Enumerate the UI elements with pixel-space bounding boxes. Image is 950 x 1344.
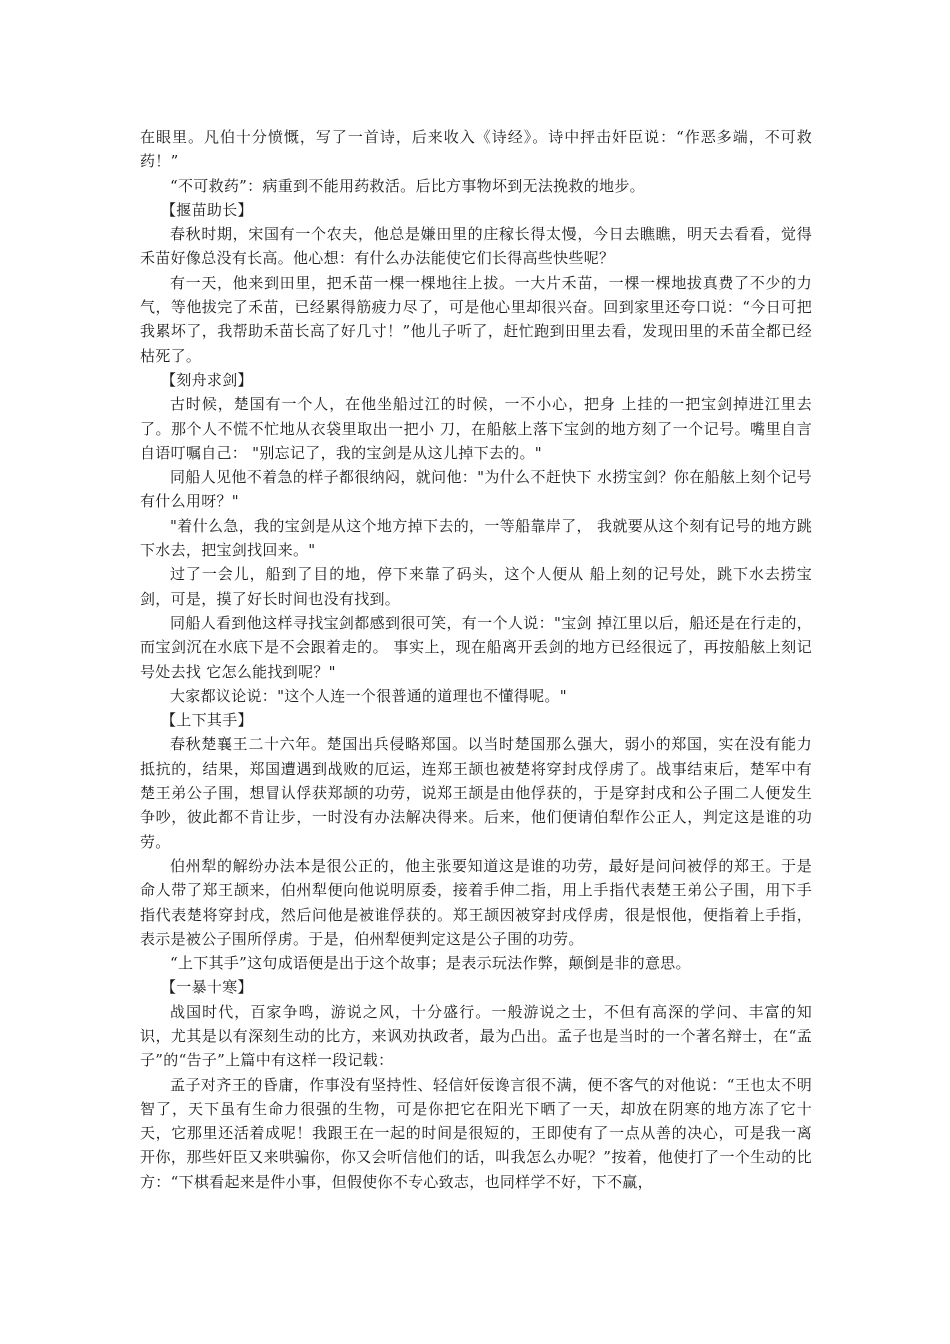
paragraph: 孟子对齐王的昏庸，作事没有坚持性、轻信奸佞谗言很不满，便不客气的对他说：“王也太不明智了，天下虽有生命力很强的生物，可是你把它在阳光下晒了一天，却放在阴寒的地方冻了它十天，它那里还活着成呢！我跟王在一起的时间是很短的，王即使有了一点从善的决心，可是我一离开你，那些奸臣又来哄骗你，你又会听信他们的话，叫我怎么办呢？”按着，他使打了一个生动的比方：“下棋看起来是件小事，但假使你不专心致志，也同样学不好，下不赢， <box>140 1075 812 1191</box>
paragraph: 伯州犁的解纷办法本是很公正的，他主张要知道这是谁的功劳，最好是问问被俘的郑王。于是命人带了郑王颉来，伯州犁便向他说明原委，接着手伸二指，用上手指代表楚王弟公子围，用下手指代表楚将穿封戌，然后问他是被谁俘获的。郑王颉因被穿封戌俘虏，很是恨他，便指着上手指，表示是被公子围所俘虏。于是，伯州犁便判定这是公子围的功劳。 <box>140 856 812 948</box>
paragraph: 在眼里。凡伯十分愤慨，写了一首诗，后来收入《诗经》。诗中抨击奸臣说：“作恶多端，不可救药！” <box>140 128 812 171</box>
section-heading: 【刻舟求剑】 <box>161 370 253 389</box>
document-page <box>140 125 812 1194</box>
paragraph: 战国时代，百家争鸣，游说之风，十分盛行。一般游说之士，不但有高深的学问、丰富的知识，尤其是以有深刻生动的比方，来讽劝执政者，最为凸出。孟子也是当时的一个著名辩士，在“孟子”的“告子”上篇中有这样一段记载： <box>140 1002 812 1070</box>
paragraph: “不可救药”：病重到不能用药救活。后比方事物坏到无法挽救的地步。 <box>170 176 645 195</box>
paragraph: 过了一会儿，船到了目的地，停下来靠了码头，这个人便从 船上刻的记号处，跳下水去捞宝剑，可是，摸了好长时间也没有找到。 <box>140 565 812 608</box>
paragraph: 古时候，楚国有一个人，在他坐船过江的时候，一不小心，把身 上挂的一把宝剑掉进江里去了。那个人不慌不忙地从衣袋里取出一把小 刀，在船舷上落下宝剑的地方刻了一个记号。嘴里自言自语叮嘱自己： "别忘记了，我的宝剑是从这儿掉下去的。" <box>140 395 812 462</box>
paragraph: "着什么急，我的宝剑是从这个地方掉下去的，一等船靠岸了， 我就要从这个刻有记号的地方跳下水去，把宝剑找回来。" <box>140 516 812 560</box>
paragraph: 同船人看到他这样寻找宝剑都感到很可笑，有一个人说："宝剑 掉江里以后，船还是在行走的，而宝剑沉在水底下是不会跟着走的。 事实上，现在船离开丢剑的地方已经很远了，再按船舷上刻记号处去找 它怎么能找到呢？" <box>140 613 812 681</box>
paragraph: “上下其手”这句成语便是出于这个故事；是表示玩法作弊，颠倒是非的意思。 <box>170 954 691 973</box>
section-heading: 【上下其手】 <box>161 711 253 730</box>
paragraph: 春秋时期，宋国有一个农夫，他总是嫌田里的庄稼长得太慢，今日去瞧瞧，明天去看看，觉得禾苗好像总没有长高。他心想：有什么办法能使它们长得高些快些呢？ <box>140 225 812 268</box>
section-heading: 【一暴十寒】 <box>161 978 253 997</box>
paragraph: 大家都议论说："这个人连一个很普通的道理也不懂得呢。" <box>170 686 567 705</box>
paragraph: 有一天，他来到田里，把禾苗一棵一棵地往上拔。一大片禾苗，一棵一棵地拔真费了不少的力气，等他拔完了禾苗，已经累得筋疲力尽了，可是他心里却很兴奋。回到家里还夸口说：“今日可把我累坏了，我帮助禾苗长高了好几寸！”他儿子听了，赶忙跑到田里去看，发现田里的禾苗全都已经枯死了。 <box>140 273 812 365</box>
paragraph: 同船人见他不着急的样子都很纳闷，就问他："为什么不赶快下 水捞宝剑？你在船舷上刻个记号有什么用呀？" <box>140 468 812 511</box>
paragraph: 春秋楚襄王二十六年。楚国出兵侵略郑国。以当时楚国那么强大，弱小的郑国，实在没有能力抵抗的，结果，郑国遭遇到战败的厄运，连郑王颉也被楚将穿封戌俘虏了。战事结束后，楚军中有楚王弟公子围，想冒认俘获郑颉的功劳，说郑王颉是由他俘获的，于是穿封戌和公子围二人便发生争吵，彼此都不肯让步，一时没有办法解决得来。后来，他们便请伯犁作公正人，判定这是谁的功劳。 <box>140 735 812 851</box>
section-heading: 【揠苗助长】 <box>161 200 253 219</box>
